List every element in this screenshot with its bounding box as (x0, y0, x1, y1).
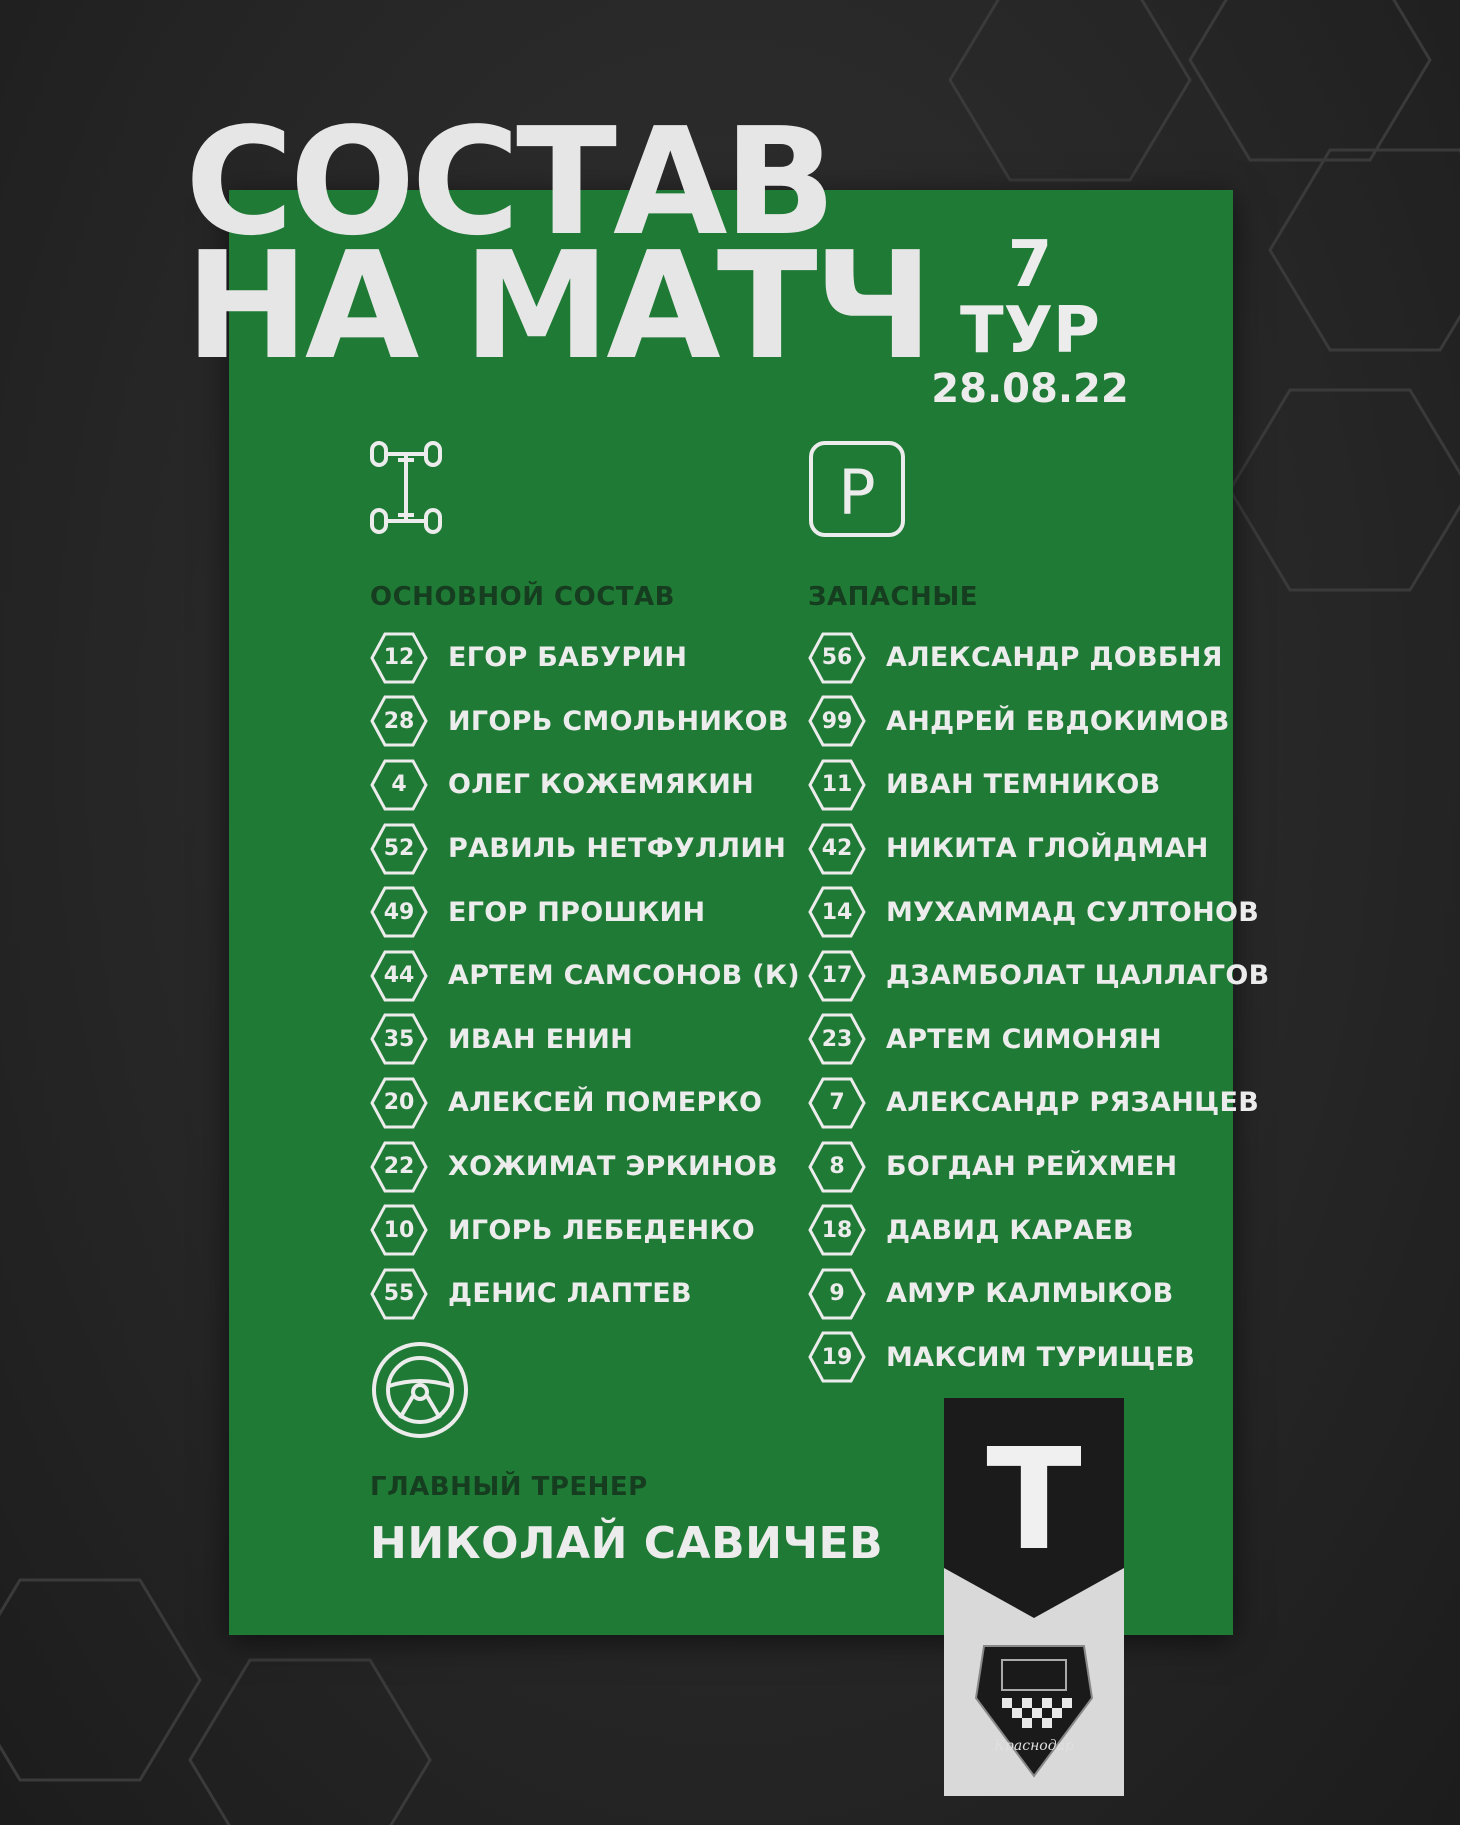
subs-player-row (808, 1198, 1270, 1262)
number-hexagon-icon (370, 759, 428, 811)
number-hexagon-icon (370, 950, 428, 1002)
number-hexagon-icon (808, 1077, 866, 1129)
player-name: ДЕНИС ЛАПТЕВ (448, 1278, 692, 1310)
player-number: 35 (383, 1026, 415, 1052)
player-name: ЕГОР ПРОШКИН (448, 896, 706, 928)
starters-player-row (370, 1135, 800, 1199)
number-hexagon-icon (370, 823, 428, 875)
number-hexagon-icon (808, 1204, 866, 1256)
starters-player-row (370, 1008, 800, 1072)
subs-player-row (808, 690, 1270, 754)
player-name: АЛЕКСАНДР ДОВБНЯ (886, 642, 1223, 674)
player-name: НИКИТА ГЛОЙДМАН (886, 833, 1209, 865)
player-number: 42 (821, 836, 853, 862)
subs-player-row (808, 880, 1270, 944)
number-hexagon-icon (808, 632, 866, 684)
starters-player-row (370, 626, 800, 690)
player-name: ОЛЕГ КОЖЕМЯКИН (448, 769, 755, 801)
player-number: 14 (821, 899, 853, 925)
steering-wheel-icon (370, 1340, 883, 1444)
number-hexagon-icon (808, 695, 866, 747)
player-name: АРТЕМ САМСОНОВ (К) (448, 960, 800, 992)
player-number: 7 (829, 1090, 845, 1116)
player-name: МУХАММАД СУЛТОНОВ (886, 896, 1260, 928)
player-number: 10 (383, 1217, 415, 1243)
player-number: 9 (829, 1281, 845, 1307)
parking-letter: P (838, 456, 876, 529)
player-number: 4 (391, 772, 407, 798)
subs-column (808, 440, 1270, 1389)
number-hexagon-icon (808, 886, 866, 938)
round-info (930, 228, 1130, 412)
title-line-2: НА МАТЧ (185, 220, 930, 392)
number-hexagon-icon (370, 1268, 428, 1320)
starters-player-row (370, 817, 800, 881)
player-number: 99 (821, 708, 853, 734)
number-hexagon-icon (370, 886, 428, 938)
subs-list (808, 626, 1270, 1389)
round-number: 7 ТУР (960, 228, 1100, 368)
player-name: ЕГОР БАБУРИН (448, 642, 688, 674)
subs-player-row (808, 817, 1270, 881)
player-name: ДАВИД КАРАЕВ (886, 1214, 1134, 1246)
player-name: ИГОРЬ ЛЕБЕДЕНКО (448, 1214, 756, 1246)
starters-player-row (370, 1198, 800, 1262)
number-hexagon-icon (808, 950, 866, 1002)
number-hexagon-icon (808, 1013, 866, 1065)
subs-player-row (808, 753, 1270, 817)
parking-bench-icon (808, 440, 1270, 550)
subs-player-row (808, 944, 1270, 1008)
number-hexagon-icon (808, 1141, 866, 1193)
formation-icon (370, 440, 800, 550)
subs-player-row (808, 1262, 1270, 1326)
coach-block (370, 1340, 883, 1569)
player-name: ИГОРЬ СМОЛЬНИКОВ (448, 705, 789, 737)
player-name: АЛЕКСАНДР РЯЗАНЦЕВ (886, 1087, 1260, 1119)
number-hexagon-icon (370, 1141, 428, 1193)
subs-player-row (808, 626, 1270, 690)
player-name: ДЗАМБОЛАТ ЦАЛЛАГОВ (886, 960, 1270, 992)
player-number: 12 (383, 645, 415, 671)
player-name: ИВАН ТЕМНИКОВ (886, 769, 1161, 801)
player-name: АНДРЕЙ ЕВДОКИМОВ (886, 705, 1230, 737)
starters-player-row (370, 1262, 800, 1326)
subs-label: ЗАПАСНЫЕ (808, 582, 979, 612)
club-banner (944, 1398, 1124, 1796)
starters-player-row (370, 944, 800, 1008)
starters-player-row (370, 1071, 800, 1135)
starters-column (370, 440, 800, 1326)
match-date: 28.08.22 (931, 366, 1129, 412)
starters-player-row (370, 880, 800, 944)
player-number: 28 (383, 708, 415, 734)
player-number: 55 (383, 1281, 415, 1307)
player-name: АРТЕМ СИМОНЯН (886, 1023, 1162, 1055)
starters-player-row (370, 690, 800, 754)
player-number: 56 (821, 645, 853, 671)
player-number: 17 (821, 963, 853, 989)
player-number: 19 (821, 1344, 853, 1370)
number-hexagon-icon (370, 695, 428, 747)
player-name: АЛЕКСЕЙ ПОМЕРКО (448, 1087, 763, 1119)
player-number: 11 (821, 772, 853, 798)
starters-label: ОСНОВНОЙ СОСТАВ (370, 582, 675, 612)
player-number: 44 (383, 963, 415, 989)
player-number: 22 (383, 1154, 415, 1180)
subs-player-row (808, 1008, 1270, 1072)
subs-player-row (808, 1135, 1270, 1199)
starters-list (370, 626, 800, 1326)
player-name: РАВИЛЬ НЕТФУЛЛИН (448, 833, 787, 865)
torpedo-logo: Т (986, 1419, 1082, 1582)
subs-player-row (808, 1071, 1270, 1135)
player-number: 49 (383, 899, 415, 925)
starters-player-row (370, 753, 800, 817)
coach-name: НИКОЛАЙ САВИЧЕВ (370, 1518, 884, 1569)
number-hexagon-icon (808, 823, 866, 875)
crest-text: Краснодар (994, 1738, 1074, 1754)
number-hexagon-icon (370, 1204, 428, 1256)
player-number: 23 (821, 1026, 853, 1052)
number-hexagon-icon (370, 1077, 428, 1129)
player-name: МАКСИМ ТУРИЩЕВ (886, 1341, 1196, 1373)
player-number: 52 (383, 836, 415, 862)
player-number: 20 (383, 1090, 415, 1116)
number-hexagon-icon (808, 1268, 866, 1320)
player-name: ИВАН ЕНИН (448, 1023, 634, 1055)
player-number: 18 (821, 1217, 853, 1243)
number-hexagon-icon (808, 759, 866, 811)
number-hexagon-icon (370, 632, 428, 684)
player-name: АМУР КАЛМЫКОВ (886, 1278, 1174, 1310)
player-number: 8 (829, 1154, 845, 1180)
title-line-1: СОСТАВ (185, 96, 833, 268)
player-name: ХОЖИМАТ ЭРКИНОВ (448, 1151, 778, 1183)
number-hexagon-icon (370, 1013, 428, 1065)
page-title (185, 96, 930, 392)
player-name: БОГДАН РЕЙХМЕН (886, 1151, 1178, 1183)
coach-label: ГЛАВНЫЙ ТРЕНЕР (370, 1472, 648, 1502)
